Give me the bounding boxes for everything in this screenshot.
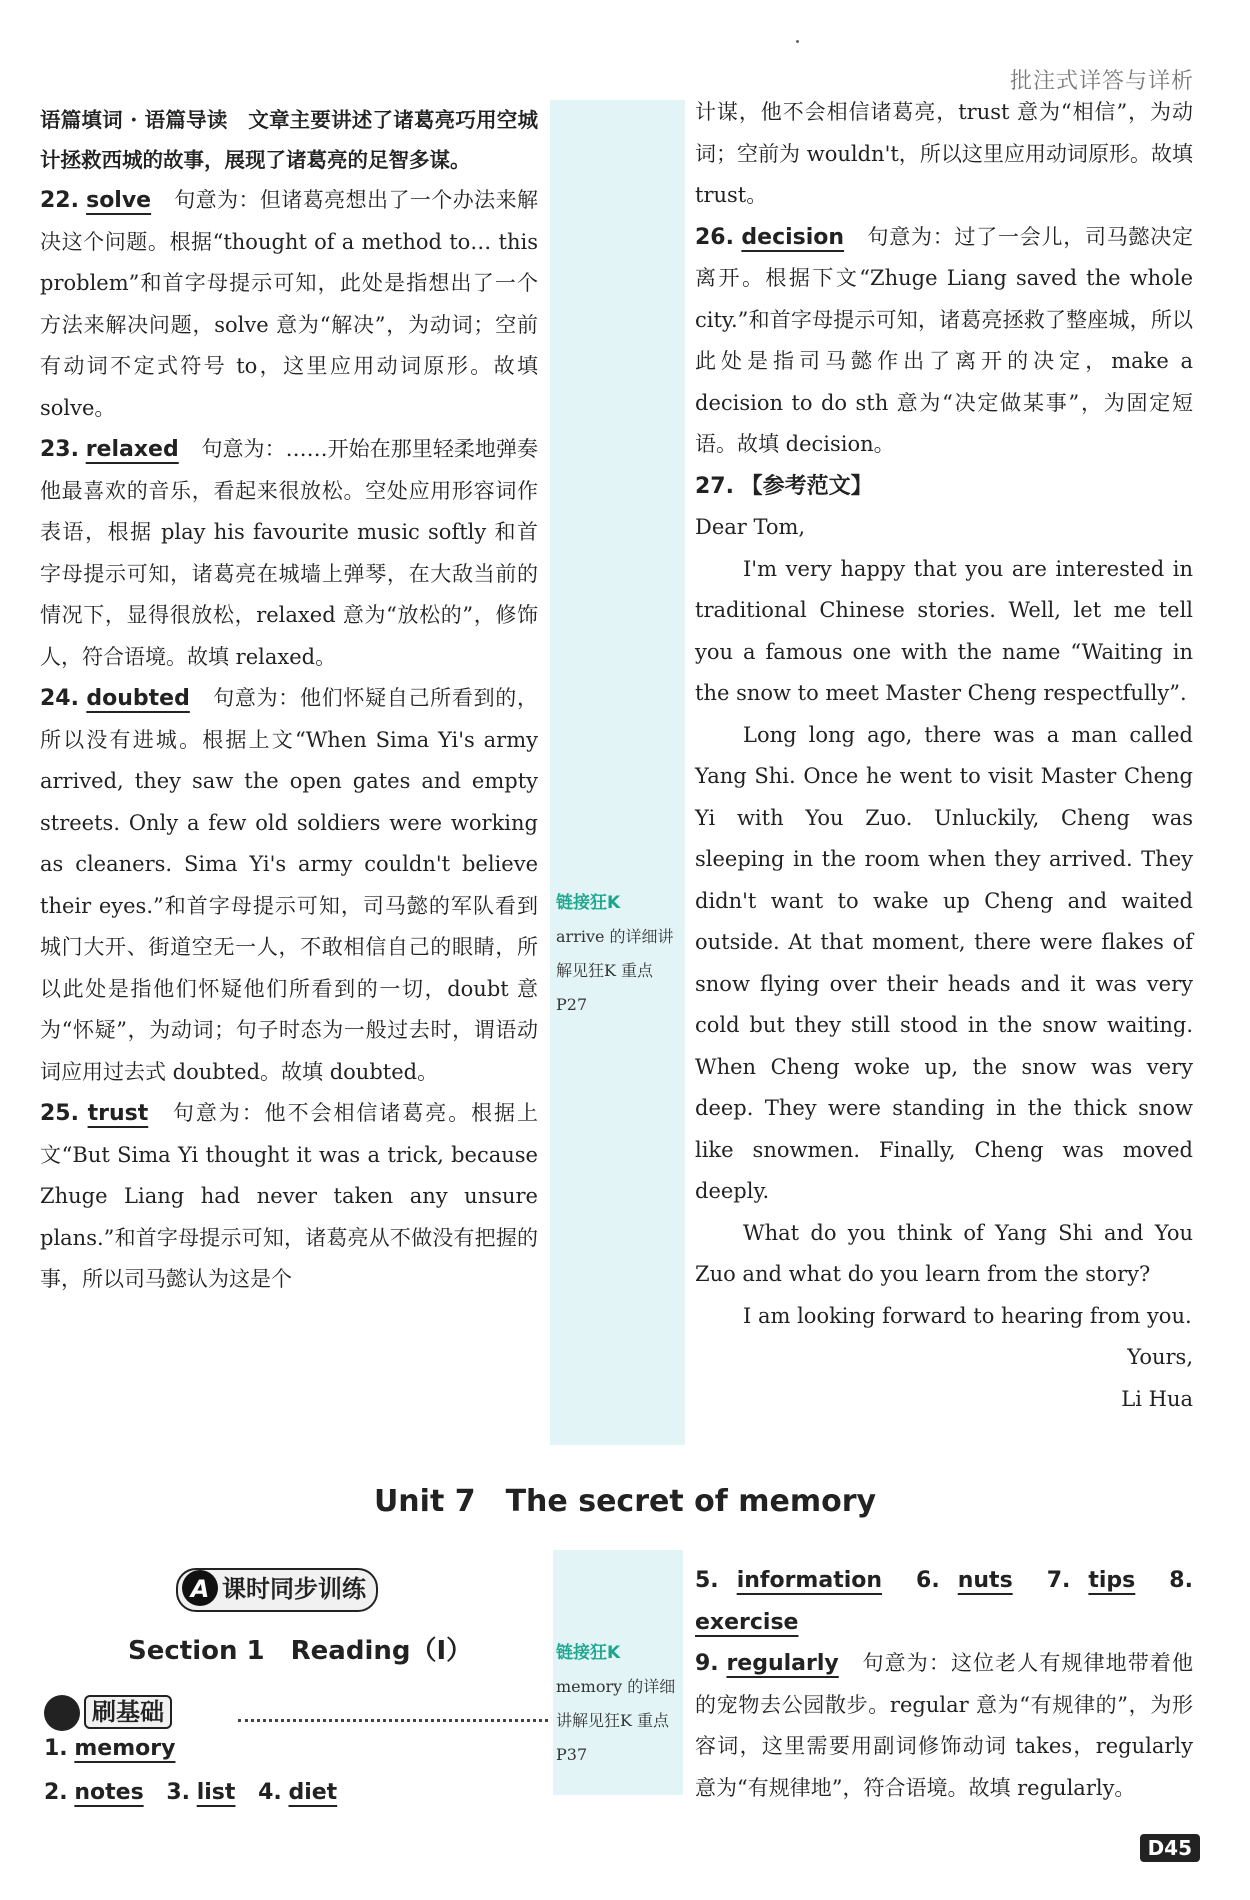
answers-5-8 — [695, 1560, 1193, 1643]
side-note-memory — [556, 1636, 681, 1772]
answer-25-continued: 计谋，他不会相信诸葛亮，trust 意为“相信”，为动词；空前为 wouldn't，所以这里应用动词原形。故填 trust。 — [695, 100, 1193, 207]
answer-word: regularly — [726, 1651, 839, 1676]
answer-number: 6. — [916, 1568, 940, 1593]
answer-word: notes — [74, 1780, 144, 1805]
side-note-text: memory 的详细讲解见狂K 重点P37 — [556, 1677, 676, 1764]
answer-number: 7. — [1046, 1568, 1071, 1593]
answer-word: tips — [1088, 1568, 1136, 1593]
side-note-tag: 链接狂K — [556, 1643, 621, 1663]
answer-number: 26. — [695, 224, 734, 250]
answer-word: list — [196, 1780, 236, 1805]
side-note-arrive — [556, 886, 681, 1022]
answer-number: 1. — [44, 1736, 68, 1761]
right-bottom-answers — [695, 1560, 1193, 1809]
answer-word: exercise — [695, 1609, 799, 1635]
section-title: Section 1 Reading（Ⅰ） — [128, 1636, 473, 1666]
answer-number: 5. — [695, 1568, 719, 1593]
basic-label: 刷基础 — [84, 1695, 172, 1729]
answer-word: information — [736, 1568, 883, 1593]
answer-word: diet — [288, 1780, 338, 1805]
answer-word: relaxed — [85, 437, 179, 462]
essay-greeting: Dear Tom, — [695, 515, 806, 539]
badge-letter: A — [182, 1570, 218, 1606]
unit-title: Unit 7 The secret of memory — [373, 1484, 877, 1519]
lesson-badge — [176, 1568, 378, 1612]
answer-24 — [40, 678, 538, 1093]
answer-number: 9. — [695, 1651, 719, 1676]
answer-number: 24. — [40, 686, 79, 711]
answer-word: decision — [741, 224, 845, 250]
answer-number: 23. — [40, 437, 79, 462]
answer-23 — [40, 429, 538, 678]
essay-paragraph: I'm very happy that you are interested in traditional Chinese stories. Well, let me tell you a famous one with the name “Waiting in the snow to meet Master Cheng respectfully”. — [695, 556, 1193, 705]
basic-practice-label — [44, 1692, 172, 1731]
answer-number: 2. — [44, 1780, 68, 1805]
answer-9 — [695, 1643, 1193, 1809]
answer-word: nuts — [957, 1568, 1013, 1593]
answer-number: 8. — [1169, 1568, 1193, 1593]
essay-label: 【参考范文】 — [740, 473, 873, 499]
header-label: 批注式详答与详析 — [1009, 69, 1194, 94]
answer-number: 27. — [695, 473, 734, 499]
answer-explanation: 句意为：但诸葛亮想出了一个办法来解决这个问题。根据“thought of a method to… this problem”和首字母提示可知，此处是指想出了一个方法来解决问题，solve 意为“解决”，为动词；空前有动词不定式符号 to，这里应用动词原形。故填 solve。 — [40, 188, 538, 420]
side-note-tag: 链接狂K — [556, 893, 621, 913]
answer-word: trust — [87, 1101, 149, 1126]
answer-22 — [40, 180, 538, 429]
guide-label: 语篇填词 · 语篇导读 — [40, 108, 228, 132]
basic-answer-1 — [44, 1736, 191, 1761]
essay-paragraph: Long long ago, there was a man called Yang Shi. Once he went to visit Master Cheng Yi with You Zuo. Unluckily, Cheng was sleeping in the room when they arrived. They didn't want to wake up Cheng and waited outside. At that moment, there were flakes of snow flying over their heads and it was very cold but they still stood in the snow waiting. When Cheng woke up, the snow was very deep. They were standing in the thick snow like snowmen. Finally, Cheng was moved deeply. — [695, 722, 1193, 1203]
answer-explanation: 句意为：他们怀疑自己所看到的，所以没有进城。根据上文“When Sima Yi's army arrived, they saw the open gates and empty streets. Only a few old soldiers were working as cleaners. Sima Yi's army couldn't believe their eyes.”和首字母提示可知，司马懿的军队看到城门大开、街道空无一人，不敢相信自己的眼睛，所以此处是指他们怀疑他们所看到的一切，doubt 意为“怀疑”，为动词；句子时态为一般过去时，谓语动词应用过去式 doubted。故填 doubted。 — [40, 686, 538, 1084]
side-note-strip-top — [550, 100, 685, 1445]
badge-label: 课时同步训练 — [222, 1575, 366, 1603]
answer-explanation: 句意为：他不会相信诸葛亮。根据上文“But Sima Yi thought it was a trick, because Zhuge Liang had never taken any unsure plans.”和首字母提示可知，诸葛亮从不做没有把握的事，所以司马懿认为这是个 — [40, 1101, 538, 1291]
guide-paragraph — [40, 100, 538, 180]
basic-answer-row-2 — [44, 1780, 353, 1805]
essay-closing: Yours, — [1127, 1345, 1193, 1369]
brush-icon — [44, 1695, 80, 1731]
answer-26 — [695, 217, 1193, 466]
answer-number: 22. — [40, 188, 79, 213]
answer-explanation: 句意为：……开始在那里轻柔地弹奏他最喜欢的音乐，看起来很放松。空处应用形容词作表语，根据 play his favourite music softly 和首字母提示可知，诸葛亮在城墙上弹琴，在大敌当前的情况下，显得很放松，relaxed 意为“放松的”，修饰人，符合语境。故填 relaxed。 — [40, 437, 538, 669]
answer-word: memory — [74, 1736, 176, 1761]
essay-signature: Li Hua — [1121, 1386, 1193, 1411]
essay-heading — [695, 466, 1193, 508]
right-column — [695, 92, 1193, 1420]
dotted-divider — [238, 1719, 548, 1722]
top-dot — [796, 40, 799, 43]
answer-word: solve — [86, 188, 152, 213]
answer-number: 3. — [166, 1780, 191, 1805]
answer-25 — [40, 1093, 538, 1301]
answer-word: doubted — [86, 686, 190, 711]
page-number: D45 — [1140, 1834, 1200, 1862]
answer-number: 4. — [258, 1780, 282, 1805]
essay-paragraph: I am looking forward to hearing from you. — [743, 1303, 1192, 1328]
answer-explanation: 句意为：过了一会儿，司马懿决定离开。根据下文“Zhuge Liang saved the whole city.”和首字母提示可知，诸葛亮拯救了整座城，所以此处是指司马懿作出了离开的决定，make a decision to do sth 意为“决定做某事”，为固定短语。故填 decision。 — [695, 224, 1194, 456]
essay-paragraph: What do you think of Yang Shi and You Zuo and what do you learn from the story? — [695, 1220, 1193, 1286]
guide-text: 文章主要讲述了诸葛亮巧用空城计拯救西城的故事，展现了诸葛亮的足智多谋。 — [40, 108, 538, 172]
side-note-text: arrive 的详细讲解见狂K 重点P27 — [556, 927, 674, 1014]
answer-number: 25. — [40, 1101, 79, 1126]
answer-explanation: 句意为：这位老人有规律地带着他的宠物去公园散步。regular 意为“有规律的”，为形容词，这里需要用副词修饰动词 takes，regularly 意为“有规律地”，符合语境。故填 regularly。 — [695, 1651, 1193, 1800]
left-column — [40, 100, 538, 1301]
